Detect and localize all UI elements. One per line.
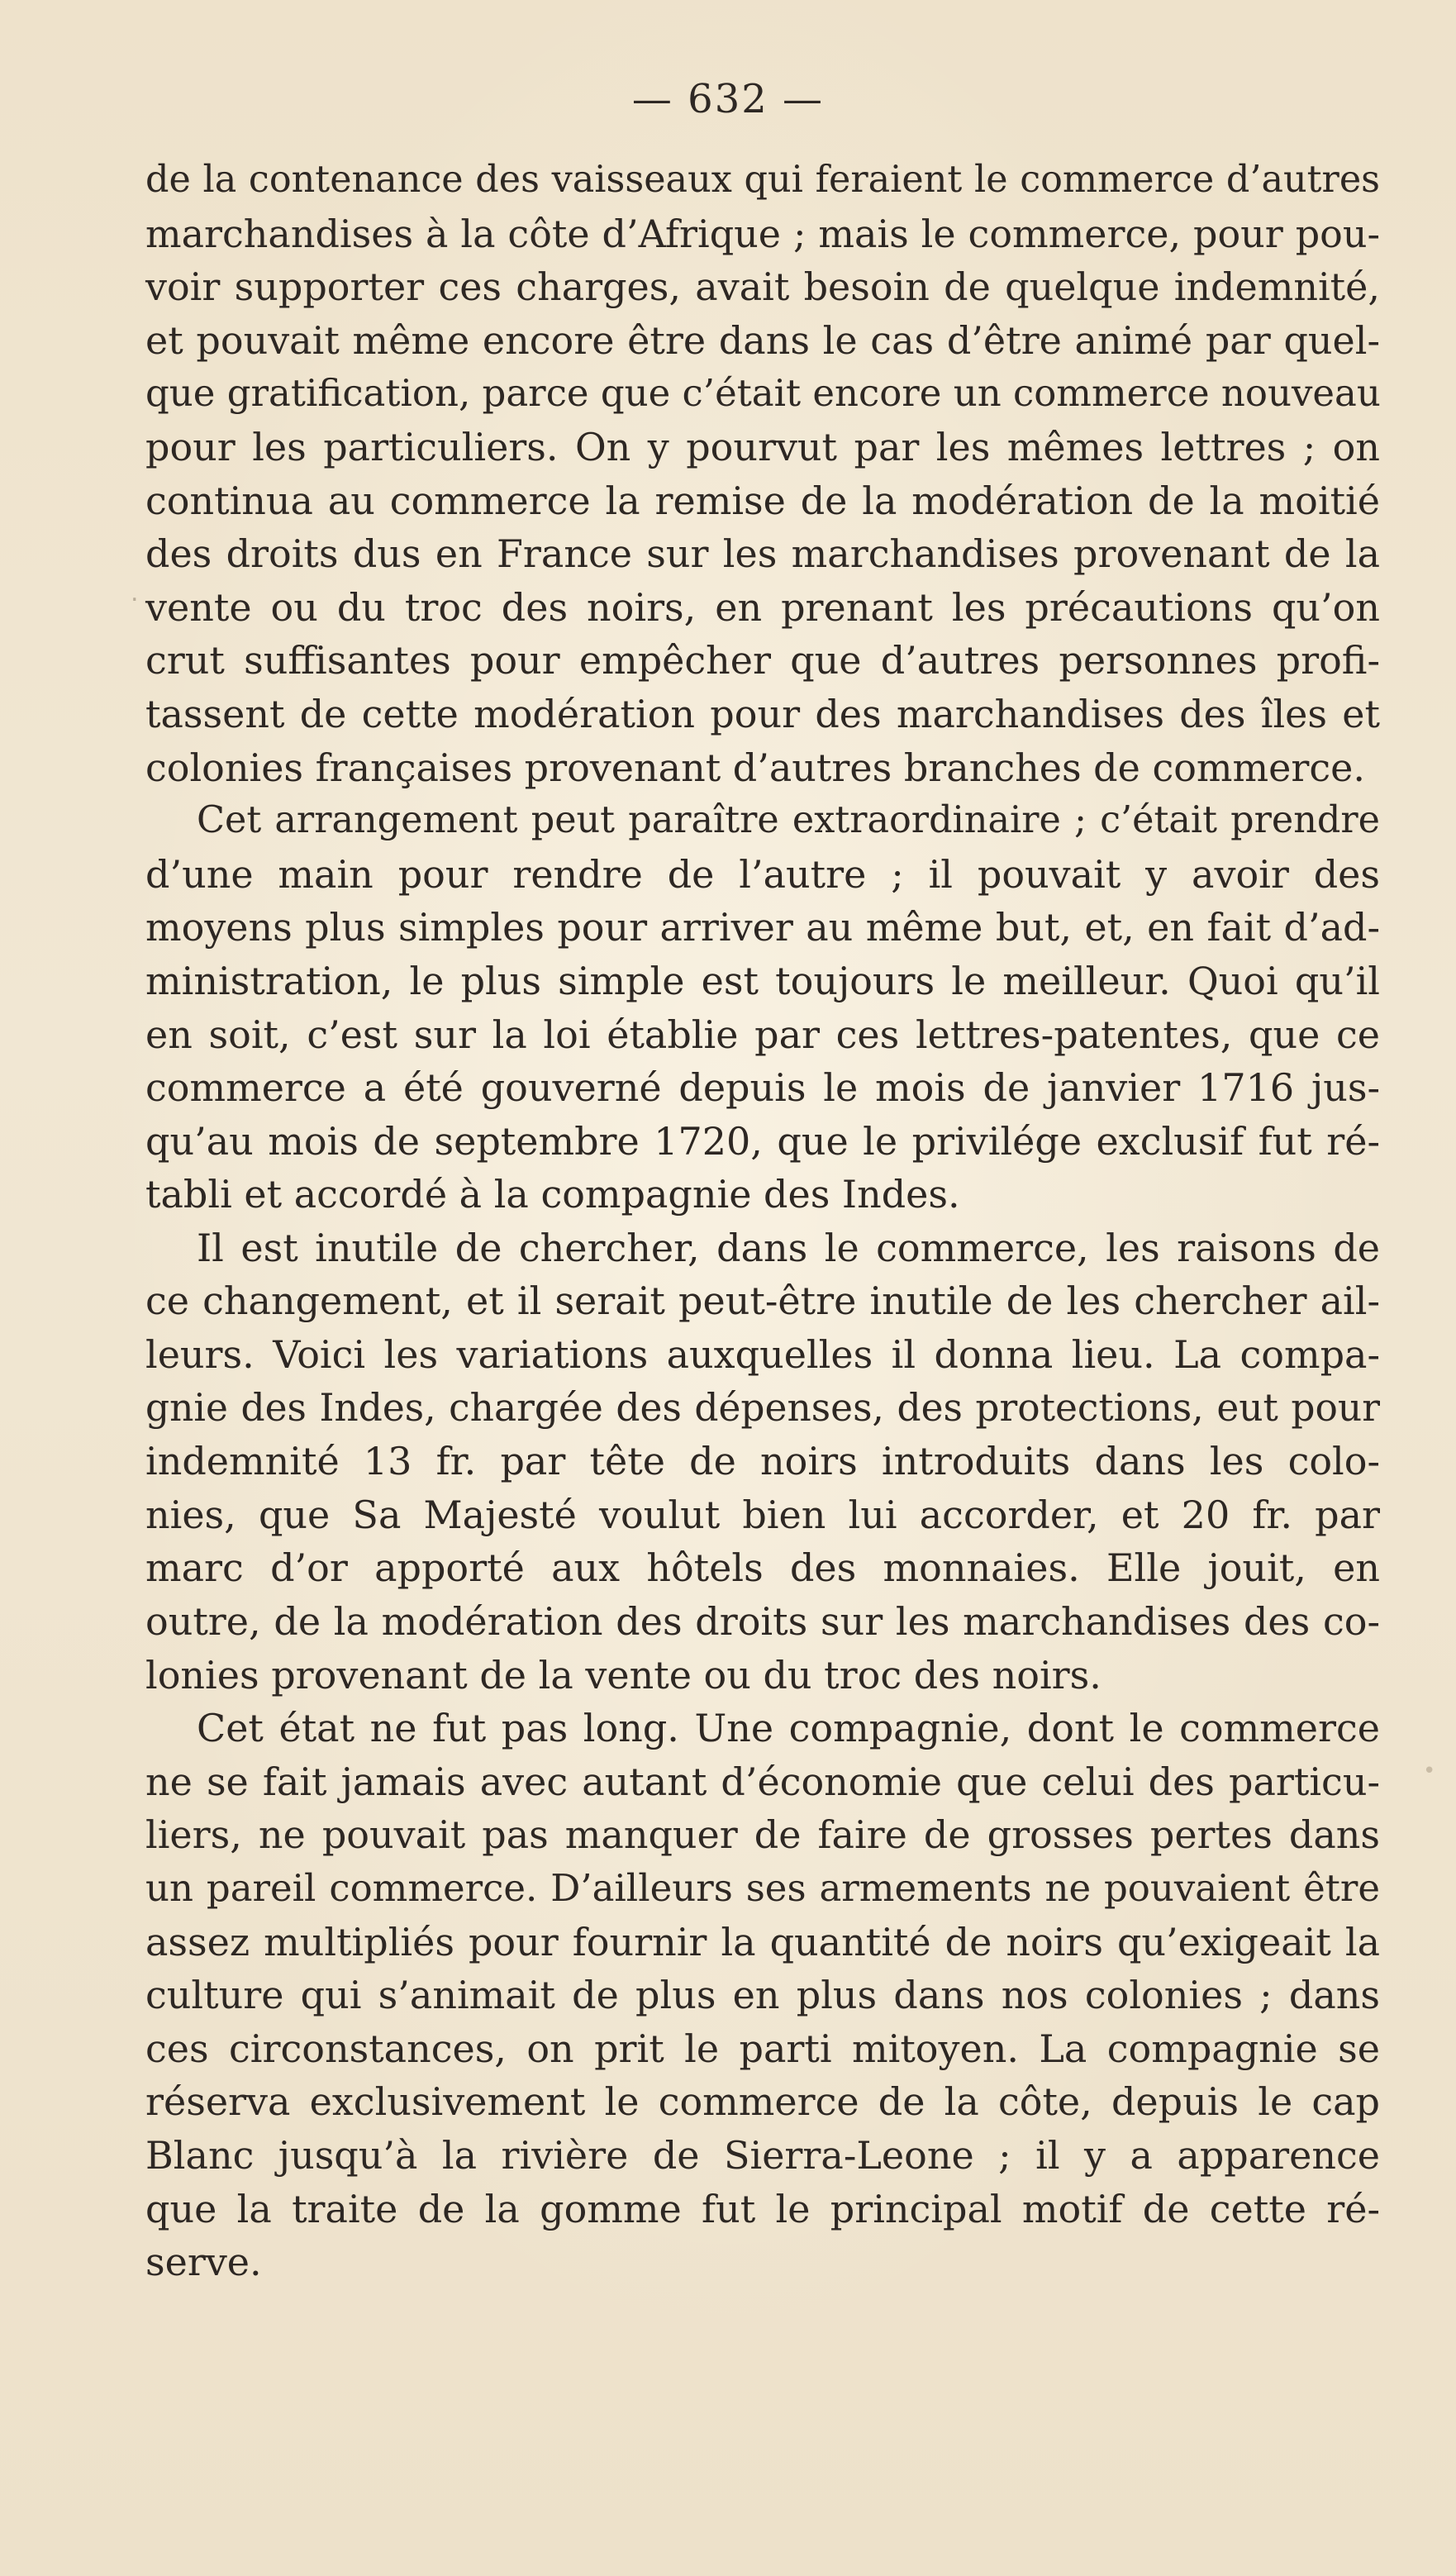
text-line: des droits dus en France sur les marchandises provenant de la [145,531,1380,577]
text-line: tabli et accordé à la compagnie des Indes. [145,1172,960,1217]
text-line: en soit, c’est sur la loi établie par ces lettres-patentes, que ce [145,1012,1380,1057]
text-line: et pouvait même encore être dans le cas d’être animé par quel- [145,317,1380,363]
text-line: assez multipliés pour fournir la quantité de noirs qu’exigeait la [145,1919,1380,1964]
text-line: que gratification, parce que c’était encore un commerce nouveau [145,371,1381,416]
text-line: Blanc jusqu’à la rivière de Sierra-Leone ; il y a apparence [145,2132,1380,2178]
text-line: pour les particuliers. On y pourvut par les mêmes lettres ; on [145,424,1380,469]
paragraph-first-line: Il est inutile de chercher, dans le commerce, les raisons de [197,1225,1380,1270]
text-line: voir supporter ces charges, avait besoin de quelque indemnité, [145,264,1380,310]
text-line: gnie des Indes, chargée des dépenses, des protections, eut pour [145,1385,1380,1430]
text-line: ne se fait jamais avec autant d’économie que celui des particu- [145,1759,1380,1804]
text-line: ministration, le plus simple est toujours le meilleur. Quoi qu’il [145,958,1380,1003]
text-line: ce changement, et il serait peut-être inutile de les chercher ail- [145,1278,1380,1324]
paragraph-first-line: Cet état ne fut pas long. Une compagnie, dont le commerce [197,1706,1380,1751]
text-line: indemnité 13 fr. par tête de noirs introduits dans les colo- [145,1439,1380,1484]
text-line: d’une main pour rendre de l’autre ; il pouvait y avoir des [145,851,1380,897]
text-line: serve. [145,2240,262,2285]
text-line: ces circonstances, on prit le parti mitoyen. La compagnie se [145,2026,1380,2071]
text-line: colonies françaises provenant d’autres branches de commerce. [145,745,1365,790]
text-line: réserva exclusivement le commerce de la côte, depuis le cap [145,2079,1380,2125]
text-line: outre, de la modération des droits sur les marchandises des co- [145,1599,1380,1645]
page-number: — 632 — [631,76,825,122]
text-line: lonies provenant de la vente ou du troc des noirs. [145,1652,1102,1697]
text-line: nies, que Sa Majesté voulut bien lui accorder, et 20 fr. par [145,1492,1380,1537]
text-line: un pareil commerce. D’ailleurs ses armements ne pouvaient être [145,1866,1380,1910]
text-line: commerce a été gouverné depuis le mois de janvier 1716 jus- [145,1065,1380,1111]
text-line: que la traite de la gomme fut le principal motif de cette ré- [145,2186,1380,2231]
text-line: vente ou du troc des noirs, en prenant les précautions qu’on [145,584,1380,630]
text-line: marchandises à la côte d’Afrique ; mais le commerce, pour pou- [145,211,1380,256]
text-line: qu’au mois de septembre 1720, que le privilége exclusif fut ré- [145,1118,1380,1164]
text-line: liers, ne pouvait pas manquer de faire de grosses pertes dans [145,1812,1380,1858]
paragraph-first-line: Cet arrangement peut paraître extraordinaire ; c’était prendre [197,799,1380,842]
body-text [145,154,1380,2289]
text-line: leurs. Voici les variations auxquelles il donna lieu. La compa- [145,1332,1380,1378]
text-line: marc d’or apporté aux hôtels des monnaies. Elle jouit, en [145,1545,1380,1591]
text-line: de la contenance des vaisseaux qui feraient le commerce d’autres [145,159,1380,201]
speck-mark: • [1423,1759,1436,1783]
text-line: continua au commerce la remise de la modération de la moitié [145,478,1380,523]
text-line: tassent de cette modération pour des marchandises des îles et [145,691,1380,736]
speck-mark: . [131,579,139,607]
text-line: crut suffisantes pour empêcher que d’autres personnes profi- [145,638,1380,683]
text-line: culture qui s’animait de plus en plus dans nos colonies ; dans [145,1973,1380,2018]
text-line: moyens plus simples pour arriver au même but, et, en fait d’ad- [145,905,1380,950]
